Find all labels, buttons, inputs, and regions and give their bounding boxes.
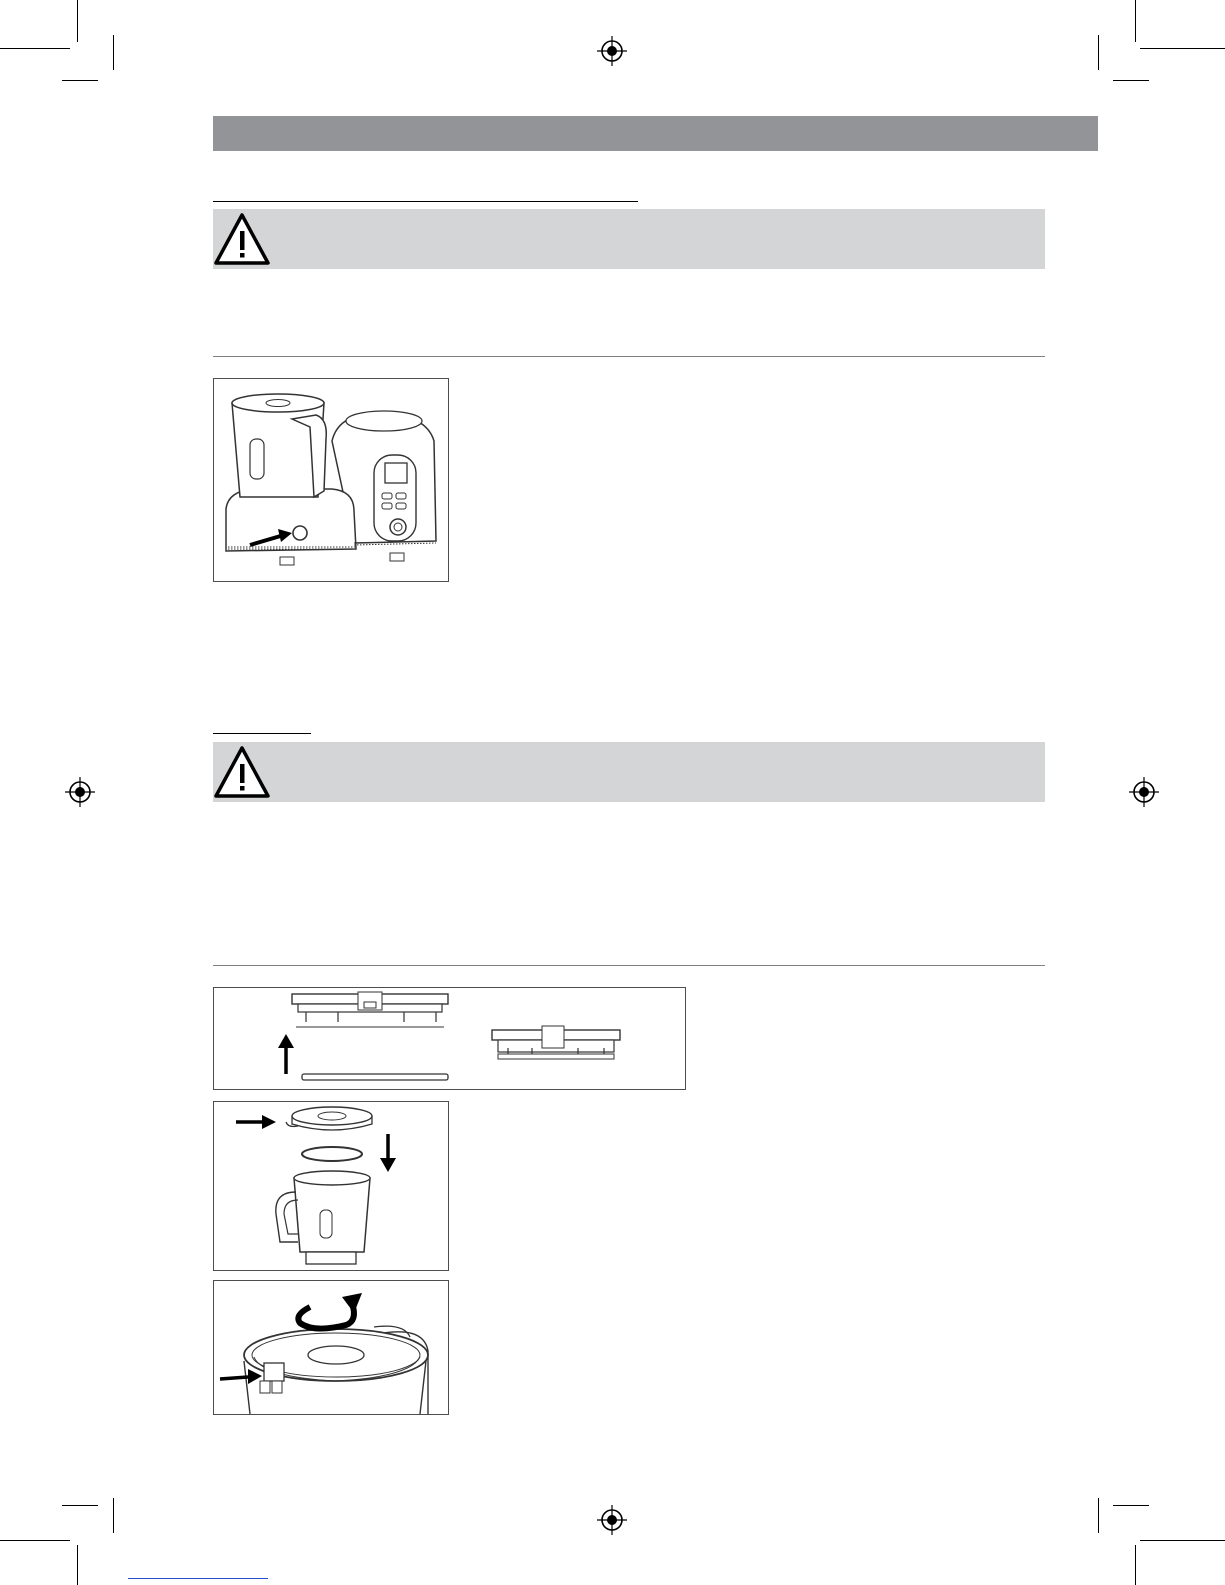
- section-divider: [213, 356, 1045, 357]
- crop-mark: [1135, 0, 1136, 42]
- figure-lid-lock-rotation: [213, 1280, 449, 1415]
- warning-triangle-icon: [213, 211, 271, 267]
- warning-box: [213, 742, 1045, 802]
- crop-mark: [1098, 1498, 1099, 1533]
- figure-blade-gasket-removal: [213, 987, 686, 1090]
- crop-mark: [1140, 1540, 1225, 1541]
- crop-mark: [77, 1545, 78, 1585]
- footer-link-underline: [128, 1578, 268, 1579]
- section-heading-underline: [213, 733, 311, 734]
- crop-mark: [113, 1498, 114, 1533]
- crop-mark: [1113, 80, 1149, 81]
- crop-mark: [113, 35, 114, 70]
- crop-mark: [0, 48, 70, 49]
- crop-mark: [1113, 1505, 1149, 1506]
- page-header-bar: [213, 116, 1098, 151]
- crop-mark: [1135, 1545, 1136, 1585]
- figure-appliance-reset-button: [213, 378, 449, 582]
- rotate-arrow-icon: [298, 1293, 362, 1329]
- section-divider: [213, 965, 1045, 966]
- crop-mark: [1098, 35, 1099, 70]
- registration-mark-icon: [597, 1505, 627, 1535]
- registration-mark-icon: [597, 36, 627, 66]
- crop-mark: [62, 80, 98, 81]
- registration-mark-icon: [65, 777, 95, 807]
- crop-mark: [77, 0, 78, 42]
- registration-mark-icon: [1129, 777, 1159, 807]
- warning-box: [213, 209, 1045, 269]
- crop-mark: [0, 1540, 70, 1541]
- arrow-icon: [236, 1115, 276, 1129]
- section-heading-underline: [213, 201, 638, 202]
- crop-mark: [1140, 48, 1225, 49]
- arrow-icon: [278, 1034, 294, 1074]
- figure-jug-lid-assembly: [213, 1101, 449, 1271]
- arrow-icon: [380, 1134, 396, 1172]
- warning-triangle-icon: [213, 744, 271, 800]
- arrow-icon: [220, 1369, 262, 1384]
- crop-mark: [62, 1505, 98, 1506]
